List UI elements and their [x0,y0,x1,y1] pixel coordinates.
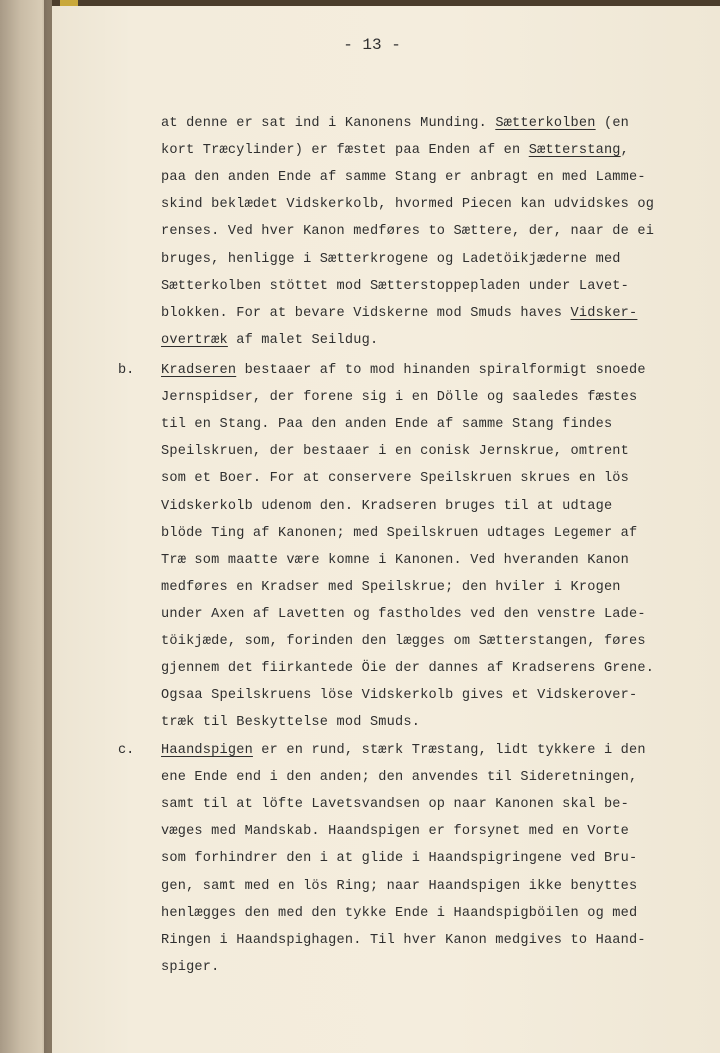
underlined-term: Sætterstang [528,143,621,159]
document-page [52,6,720,1053]
text-run: Ringen i Haandspighagen. Til hver Kanon medgives to Haand- [161,932,646,948]
text-run: blöde Ting af Kanonen; med Speilskruen udtages Legemer af [161,525,638,541]
text-run: væges med Mandskab. Haandspigen er forsynet med en Vorte [161,824,630,840]
text-run: töikjæde, som, forinden den lægges om Sætterstangen, føres [161,634,646,649]
text-run: bruges, henligge i Sætterkrogene og Ladetöikjæderne med [161,251,621,267]
text-run: kort Træcylinder) er fæstet paa Enden af en [161,143,529,159]
page-number: - 13 - [343,36,401,54]
text-run: henlægges den med den tykke Ende i Haandspigböilen og med [161,905,638,921]
text-run: gjennem det fiirkantede Öie der dannes af Kradserens Grene. [161,661,655,677]
text-run: ene Ende end i den anden; den anvendes til Sideretningen, [161,770,638,786]
text-run: blokken. For at bevare Vidskerne mod Smuds haves [161,305,571,321]
text-run: bestaaer af to mod hinanden spiralformigt snoede [236,363,646,378]
text-run: Træ som maatte være komne i Kanonen. Ved hveranden Kanon [161,552,630,568]
text-run: Ogsaa Speilskruens löse Vidskerkolb gives et Vidskerover- [161,688,638,704]
text-line [161,851,637,866]
item-marker-b: b. [118,363,135,378]
text-line [161,197,654,212]
underlined-term: Vidsker- [570,305,638,321]
text-line [161,526,637,541]
text-run: som forhindrer den i at glide i Haandspigringene ved Bru- [161,851,638,867]
text-run: Sætterkolben stöttet mod Sætterstoppepladen under Lavet- [161,278,630,294]
underlined-term: overtræk [161,332,228,348]
text-line [161,116,629,131]
text-run: er en rund, stærk Træstang, lidt tykkere i den [252,743,646,758]
text-run: Jernspidser, der forene sig i en Dölle og saaledes fæstes [161,390,638,406]
text-line [161,580,621,595]
text-line [161,770,637,785]
text-line [161,661,654,676]
underlined-term: Haandspigen [161,743,253,758]
text-line [161,417,612,432]
text-line [161,906,637,921]
text-line [161,306,637,321]
text-line [161,933,646,948]
text-line [161,634,646,649]
text-run: gen, samt med en lös Ring; naar Haandspigen ikke benyttes [161,878,638,894]
text-line [161,143,629,158]
text-run: under Axen af Lavetten og fastholdes ved den venstre Lade- [161,606,646,622]
text-line [161,170,646,185]
text-line [161,715,420,730]
underlined-term: Sætterkolben [495,116,596,131]
text-line [161,471,629,486]
text-line [161,879,637,894]
text-line [161,743,646,758]
text-line [161,224,654,239]
text-line [161,333,378,348]
text-run: som et Boer. For at conservere Speilskruen skrues en lös [161,471,630,487]
text-line [161,279,629,294]
text-run: at denne er sat ind i Kanonens Munding. [161,116,496,131]
text-line [161,960,220,975]
underlined-term: Kradseren [161,363,237,378]
text-line [161,499,612,514]
text-run: træk til Beskyttelse mod Smuds. [161,715,421,731]
text-run: til en Stang. Paa den anden Ende af samme Stang findes [161,417,613,433]
text-run: Speilskruen, der bestaaer i en conisk Jernskrue, omtrent [161,444,630,460]
text-line [161,390,637,405]
text-line [161,824,629,839]
text-line [161,797,629,812]
text-run: skind beklædet Vidskerkolb, hvormed Piecen kan udvidskes og [161,197,655,213]
text-run: spiger. [161,959,220,975]
text-run: renses. Ved hver Kanon medføres to Sættere, der, naar de ei [161,224,655,240]
text-line [161,252,621,267]
text-run: (en [595,116,630,131]
text-run: samt til at löfte Lavetsvandsen op naar Kanonen skal be- [161,797,630,813]
text-run: af malet Seildug. [227,332,379,348]
text-line [161,444,629,459]
text-run: paa den anden Ende af samme Stang er anbragt en med Lamme- [161,170,646,186]
item-marker-c: c. [118,743,135,758]
text-line [161,688,637,703]
text-line [161,607,646,622]
text-run: medføres en Kradser med Speilskrue; den hviler i Krogen [161,579,621,595]
text-run: , [620,143,630,159]
text-run: Vidskerkolb udenom den. Kradseren bruges til at udtage [161,498,613,514]
text-line [161,553,629,568]
text-line [161,363,646,378]
